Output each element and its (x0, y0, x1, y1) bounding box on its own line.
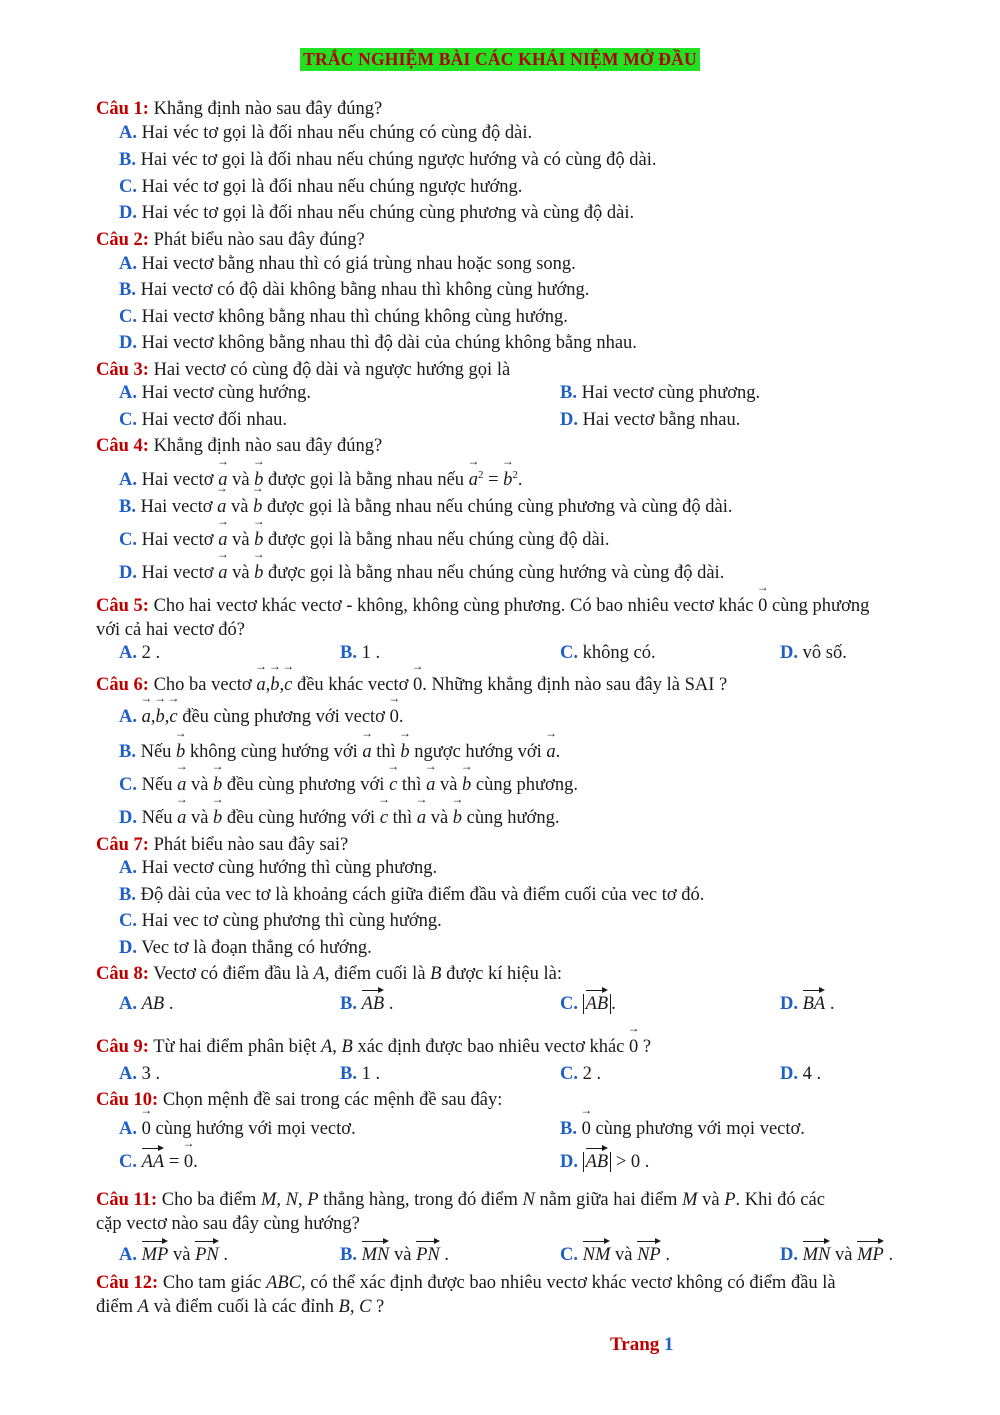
option-b[interactable]: B. MN và PN . (340, 1245, 449, 1265)
option-d[interactable]: D. Nếu → a và → b đều cùng hướng với → c thì → a và → b cùng hướng. (119, 806, 559, 830)
question-9: Câu 9: Từ hai điểm phân biệt A, B xác định được bao nhiêu vectơ khác → 0 ? (96, 1035, 956, 1059)
option-c[interactable]: C. Hai vectơ → a và → b được gọi là bằng nhau nếu chúng cùng độ dài. (119, 528, 609, 552)
vector-a: → a (218, 468, 227, 492)
option-a[interactable]: A. Hai vectơ → a và → b được gọi là bằng nhau nếu → $a^2$ = → $b^2$. (119, 463, 523, 492)
page-number: Trang 1 (610, 1334, 674, 1355)
option-a[interactable]: A. MP và PN . (119, 1245, 228, 1265)
option-a[interactable]: A. Hai vectơ cùng hướng. (119, 383, 311, 403)
option-c[interactable]: C. AA = → 0. (119, 1150, 198, 1174)
question-11: Câu 11: Cho ba điểm M, N, P thẳng hàng, trong đó điểm N nằm giữa hai điểm M và P. Khi đó các cặp vectơ nào sau đây cùng hướng? (96, 1190, 825, 1234)
option-b[interactable]: B. Độ dài của vec tơ là khoảng cách giữa điểm đầu và điểm cuối của vec tơ đó. (119, 885, 705, 905)
option-b[interactable]: B. 1 . (340, 1064, 381, 1084)
question-text: Khẳng định nào sau đây đúng? (153, 99, 383, 119)
question-6: Câu 6: Cho ba vectơ → a,→ b,→ c đều khác vectơ → 0. Những khẳng định nào sau đây là SAI ? (96, 673, 956, 697)
option-a[interactable]: A. Hai vectơ cùng hướng thì cùng phương. (119, 858, 438, 878)
option-b[interactable]: B. Nếu → b không cùng hướng với → a thì → b ngược hướng với → a. (119, 740, 560, 764)
option-a[interactable]: A. 3 . (119, 1064, 161, 1084)
question-12: Câu 12: Cho tam giác ABC, có thể xác định được bao nhiêu vectơ khác vectơ không có điểm đầu là điểm A và điểm cuối là các đỉnh B, C ? (96, 1273, 836, 1317)
question-label: Câu 1: (96, 99, 149, 119)
option-d[interactable]: D. AB > 0 . (560, 1152, 650, 1172)
option-a[interactable]: A. → a,→ b,→ c đều cùng phương với vectơ → 0. (119, 705, 403, 729)
question-8: Câu 8: Vectơ có điểm đầu là A, điểm cuối là B được kí hiệu là: (96, 964, 562, 984)
option-c[interactable]: C. Hai vectơ không bằng nhau thì chúng không cùng hướng. (119, 307, 568, 327)
option-b[interactable]: B. Hai véc tơ gọi là đối nhau nếu chúng ngược hướng và có cùng độ dài. (119, 150, 657, 170)
option-c[interactable]: C. Hai vec tơ cùng phương thì cùng hướng. (119, 911, 442, 931)
option-b[interactable]: B. 1 . (340, 643, 381, 663)
question-5: Câu 5: Cho hai vectơ khác vectơ - không, không cùng phương. Có bao nhiêu vectơ khác → 0 cùng phương với cả hai vectơ đó? (96, 594, 956, 642)
option-b[interactable]: B. → 0 cùng phương với mọi vectơ. (560, 1117, 805, 1141)
option-b[interactable]: B. Hai vectơ cùng phương. (560, 383, 761, 403)
question-3: Câu 3: Hai vectơ có cùng độ dài và ngược hướng gọi là (96, 360, 511, 380)
option-d[interactable]: D. Hai vectơ → a và → b được gọi là bằng nhau nếu chúng cùng hướng và cùng độ dài. (119, 561, 724, 585)
option-d[interactable]: D. Hai vectơ không bằng nhau thì độ dài của chúng không bằng nhau. (119, 333, 637, 353)
option-a[interactable]: A. 2 . (119, 643, 161, 663)
option-c[interactable]: C. Nếu → a và → b đều cùng phương với → c thì → a và → b cùng phương. (119, 773, 578, 797)
option-b[interactable]: B. Hai vectơ → a và → b được gọi là bằng nhau nếu chúng cùng phương và cùng độ dài. (119, 495, 733, 519)
question-4: Câu 4: Khẳng định nào sau đây đúng? (96, 436, 383, 456)
option-a[interactable]: A. AB . (119, 994, 174, 1014)
question-10: Câu 10: Chọn mệnh đề sai trong các mệnh đề sau đây: (96, 1090, 503, 1110)
option-d[interactable]: D. Hai vectơ bằng nhau. (560, 410, 741, 430)
option-d[interactable]: D. vô số. (780, 643, 847, 663)
option-d[interactable]: D. MN và MP . (780, 1245, 894, 1265)
option-c[interactable]: C. Hai vectơ đối nhau. (119, 410, 288, 430)
option-d[interactable]: D. BA . (780, 994, 835, 1014)
option-b[interactable]: B. Hai vectơ có độ dài không bằng nhau thì không cùng hướng. (119, 280, 590, 300)
question-7: Câu 7: Phát biểu nào sau đây sai? (96, 835, 349, 855)
option-a[interactable]: A. Hai vectơ bằng nhau thì có giá trùng nhau hoặc song song. (119, 254, 576, 274)
option-a[interactable]: A. → 0 cùng hướng với mọi vectơ. (119, 1117, 356, 1141)
option-d[interactable]: D. 4 . (780, 1064, 822, 1084)
option-c[interactable]: C. 2 . (560, 1064, 602, 1084)
page-title: TRẮC NGHIỆM BÀI CÁC KHÁI NIỆM MỞ ĐẦU (300, 48, 700, 71)
option-a[interactable]: A. Hai véc tơ gọi là đối nhau nếu chúng có cùng độ dài. (119, 123, 533, 143)
option-c[interactable]: C. Hai véc tơ gọi là đối nhau nếu chúng ngược hướng. (119, 177, 523, 197)
question-1 (96, 97, 956, 121)
option-d[interactable]: D. Vec tơ là đoạn thẳng có hướng. (119, 938, 372, 958)
option-c[interactable]: C. không có. (560, 643, 656, 663)
option-c[interactable]: C. AB . (560, 994, 616, 1014)
option-c[interactable]: C. NM và NP . (560, 1245, 670, 1265)
question-2: Câu 2: Phát biểu nào sau đây đúng? (96, 230, 365, 250)
option-b[interactable]: B. AB . (340, 994, 394, 1014)
vector-b: → b (254, 468, 263, 492)
option-d[interactable]: D. Hai véc tơ gọi là đối nhau nếu chúng cùng phương và cùng độ dài. (119, 203, 635, 223)
